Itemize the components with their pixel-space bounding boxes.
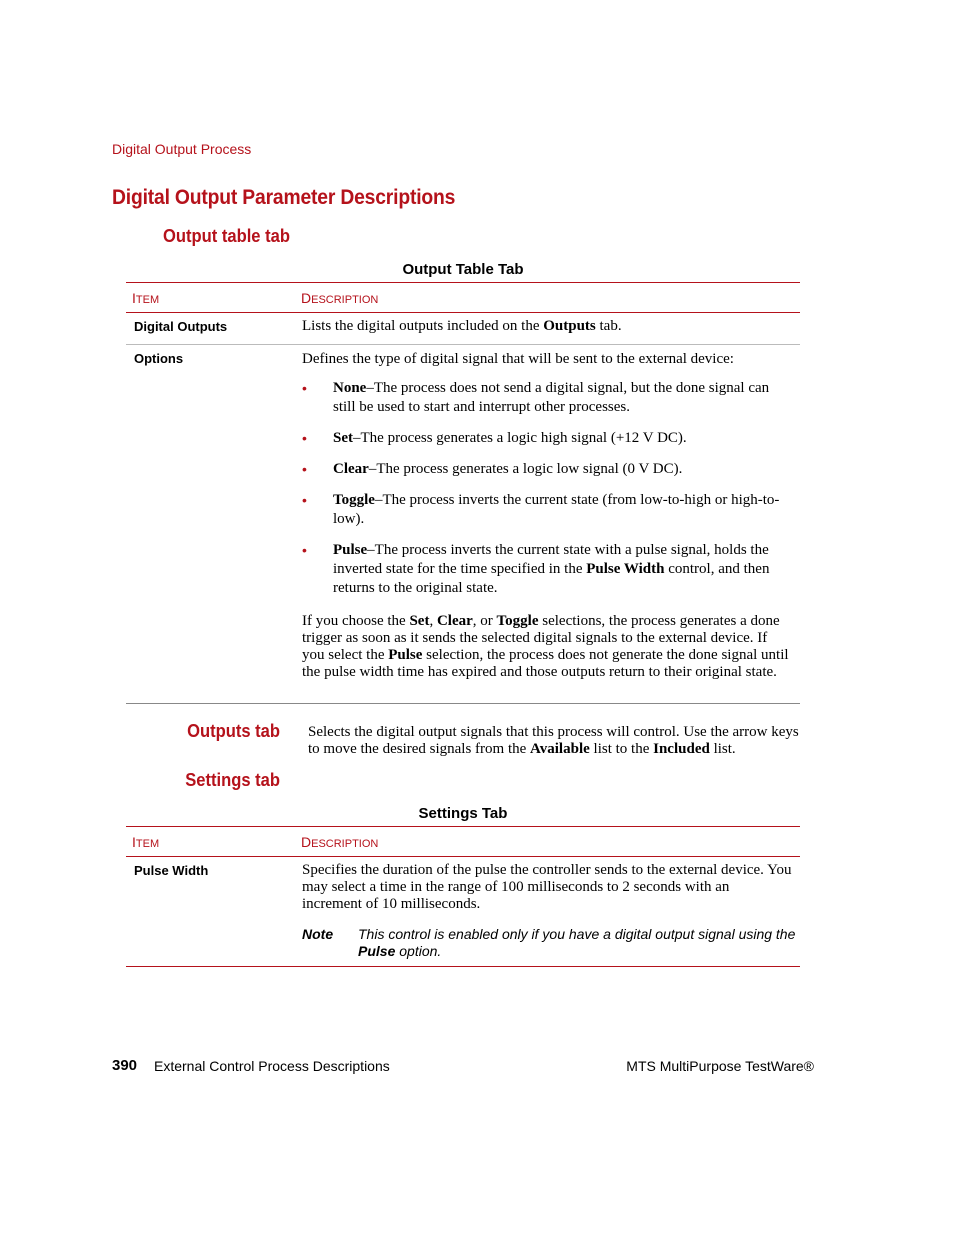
- row-item-label: Options: [134, 351, 184, 366]
- section-heading-outputs-tab: Outputs tab: [187, 721, 280, 741]
- bullet-icon: •: [302, 380, 307, 396]
- list-item: • Toggle–The process inverts the current state (from low-to-high or high-to-low).: [302, 492, 780, 527]
- row-item-label: Digital Outputs: [134, 319, 228, 334]
- column-header-item: ITEM: [132, 290, 160, 306]
- list-item: • None–The process does not send a digital signal, but the done signal can still be used to start and interrupt other processes.: [302, 380, 770, 415]
- table-caption-settings-tab: Settings Tab: [418, 805, 508, 822]
- footer-product-name: MTS MultiPurpose TestWare®: [626, 1058, 814, 1074]
- row-description: Specifies the duration of the pulse the controller sends to the external device. You may select a time in the range of 100 milliseconds to 2 seconds with an increment of 10 milliseconds.: [302, 862, 792, 912]
- row-item-label: Pulse Width: [134, 863, 209, 878]
- page-number: 390: [112, 1057, 138, 1074]
- bullet-icon: •: [302, 542, 307, 558]
- table-row: [126, 345, 800, 704]
- table-row: [126, 313, 800, 345]
- list-item: • Set–The process generates a logic high signal (+12 V DC).: [302, 430, 687, 446]
- outputs-tab-description: Selects the digital output signals that this process will control. Use the arrow keys to move the desired signals from the Available list to the Included list.: [308, 724, 799, 757]
- settings-tab-table: [126, 826, 800, 967]
- column-header-description: DESCRIPTION: [301, 290, 379, 306]
- list-item: • Clear–The process generates a logic low signal (0 V DC).: [302, 461, 683, 477]
- bullet-icon: •: [302, 492, 307, 508]
- column-header-description: DESCRIPTION: [301, 834, 379, 850]
- bullet-icon: •: [302, 430, 307, 446]
- footer-section-title: External Control Process Descriptions: [154, 1058, 390, 1074]
- row-description-paragraph: If you choose the Set, Clear, or Toggle selections, the process generates a done trigger as soon as it sends the selected digital signals to the external device. If you select the Pulse selection, the process does not generate the done signal until the pulse width time has expired and those outputs return to their original state.: [302, 613, 789, 680]
- row-description: Lists the digital outputs included on the Outputs tab.: [302, 318, 622, 334]
- note-label: Note: [302, 926, 334, 942]
- column-header-item: ITEM: [132, 834, 160, 850]
- breadcrumb[interactable]: Digital Output Process: [112, 141, 252, 157]
- output-table-tab-table: [126, 282, 800, 704]
- list-item: • Pulse–The process inverts the current state with a pulse signal, holds the inverted state for the time specified in the Pulse Width control, and then returns to the original state.: [302, 542, 770, 596]
- table-row: [126, 857, 800, 967]
- section-heading-output-table-tab: Output table tab: [163, 226, 290, 246]
- row-description-intro: Defines the type of digital signal that will be sent to the external device:: [302, 351, 734, 367]
- note-text: This control is enabled only if you have a digital output signal using the Pulse option.: [358, 926, 796, 959]
- page-title: Digital Output Parameter Descriptions: [112, 186, 456, 209]
- table-header-row: [126, 826, 800, 857]
- section-heading-settings-tab: Settings tab: [185, 770, 280, 790]
- table-caption-output-table-tab: Output Table Tab: [402, 261, 524, 278]
- bullet-icon: •: [302, 461, 307, 477]
- table-header-row: [126, 282, 800, 313]
